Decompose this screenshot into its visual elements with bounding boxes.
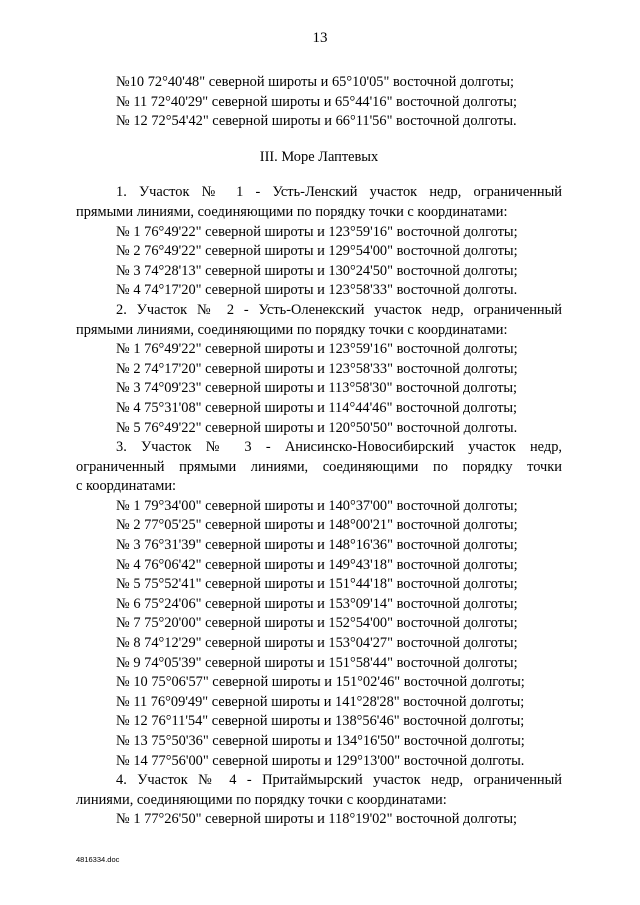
document-body xyxy=(76,73,562,830)
paragraph-heading: с координатами: xyxy=(76,478,177,495)
coordinate-line: № 8 74°12'29" северной широты и 153°04'27" восточной долготы; xyxy=(116,635,518,652)
coordinate-line: № 9 74°05'39" северной широты и 151°58'44" восточной долготы; xyxy=(116,654,518,671)
coordinate-line: № 5 76°49'22" северной широты и 120°50'50" восточной долготы. xyxy=(116,419,518,436)
coordinate-line: № 1 76°49'22" северной широты и 123°59'16" восточной долготы; xyxy=(116,341,518,358)
coordinate-line: № 2 77°05'25" северной широты и 148°00'21" восточной долготы; xyxy=(116,517,518,534)
paragraph-heading: 4. Участок № 4 - Притаймырский участок недр, ограниченный xyxy=(116,772,562,789)
coordinate-line: № 5 75°52'41" северной широты и 151°44'18" восточной долготы; xyxy=(116,576,518,593)
section-title: III. Море Лаптевых xyxy=(259,148,379,165)
paragraph-heading: линиями, соединяющими по порядку точки с координатами: xyxy=(76,791,447,808)
coordinate-line: № 2 74°17'20" северной широты и 123°58'33" восточной долготы; xyxy=(116,360,518,377)
coordinate-line: № 4 74°17'20" северной широты и 123°58'33" восточной долготы. xyxy=(116,282,518,299)
paragraph-heading: ограниченный прямыми линиями, соединяющими по порядку точки xyxy=(76,458,562,475)
coordinate-line: № 2 76°49'22" северной широты и 129°54'00" восточной долготы; xyxy=(116,243,518,260)
coordinate-line: № 11 76°09'49" северной широты и 141°28'28" восточной долготы; xyxy=(116,693,525,710)
coordinate-line: № 6 75°24'06" северной широты и 153°09'14" восточной долготы; xyxy=(116,595,518,612)
coordinate-line: № 14 77°56'00" северной широты и 129°13'00" восточной долготы. xyxy=(116,752,525,769)
coordinate-line: № 12 76°11'54" северной широты и 138°56'46" восточной долготы; xyxy=(116,713,525,730)
coordinate-line: № 3 74°28'13" северной широты и 130°24'50" восточной долготы; xyxy=(116,262,518,279)
paragraph-heading: 1. Участок № 1 - Усть-Ленский участок недр, ограниченный xyxy=(116,184,562,201)
coordinate-line: № 4 76°06'42" северной широты и 149°43'18" восточной долготы; xyxy=(116,556,518,573)
paragraph-heading: 2. Участок № 2 - Усть-Оленекский участок недр, ограниченный xyxy=(116,301,562,318)
coordinate-line: № 12 72°54'42" северной широты и 66°11'56" восточной долготы. xyxy=(116,113,517,130)
coordinate-line: № 3 74°09'23" северной широты и 113°58'30" восточной долготы; xyxy=(116,380,518,397)
paragraph-heading: прямыми линиями, соединяющими по порядку точки с координатами: xyxy=(76,203,508,220)
coordinate-line: № 10 75°06'57" северной широты и 151°02'46" восточной долготы; xyxy=(116,674,525,691)
page-number: 13 xyxy=(312,30,328,46)
coordinate-line: № 1 77°26'50" северной широты и 118°19'02" восточной долготы; xyxy=(116,811,518,828)
paragraph-heading: прямыми линиями, соединяющими по порядку точки с координатами: xyxy=(76,321,508,338)
coordinate-line: № 1 79°34'00" северной широты и 140°37'00" восточной долготы; xyxy=(116,497,518,514)
coordinate-line: № 3 76°31'39" северной широты и 148°16'36" восточной долготы; xyxy=(116,537,518,554)
coordinate-line: № 7 75°20'00" северной широты и 152°54'00" восточной долготы; xyxy=(116,615,518,632)
coordinate-line: № 4 75°31'08" северной широты и 114°44'46" восточной долготы; xyxy=(116,399,518,416)
coordinate-line: № 1 76°49'22" северной широты и 123°59'16" восточной долготы; xyxy=(116,223,518,240)
paragraph-heading: 3. Участок № 3 - Анисинско-Новосибирский участок недр, xyxy=(116,439,562,456)
coordinate-line: № 11 72°40'29" северной широты и 65°44'16" восточной долготы; xyxy=(116,93,518,110)
coordinate-line: № 13 75°50'36" северной широты и 134°16'50" восточной долготы; xyxy=(116,733,525,749)
coordinate-line: №10 72°40'48" северной широты и 65°10'05" восточной долготы; xyxy=(116,74,514,90)
document-filename: 4816334.doc xyxy=(76,855,120,864)
